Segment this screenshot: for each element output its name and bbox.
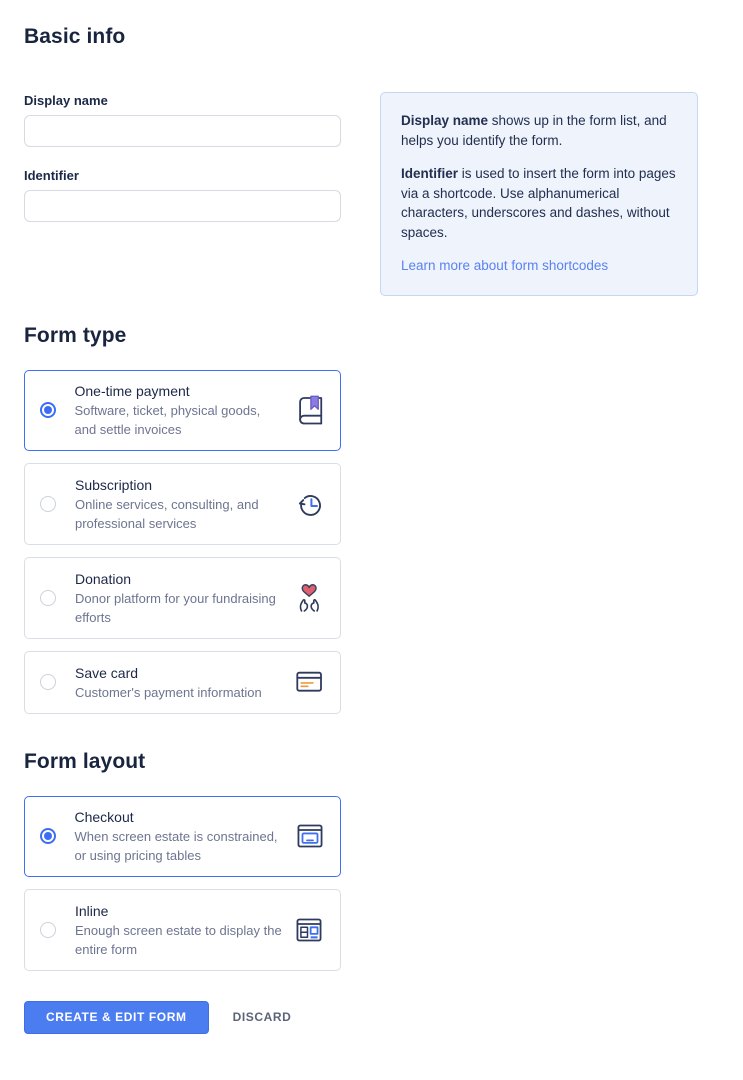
option-one-time-payment[interactable] — [24, 370, 341, 451]
option-title: Save card — [75, 664, 139, 681]
option-title: Inline — [75, 902, 109, 919]
inline-window-icon — [291, 912, 327, 948]
option-description: Customer's payment information — [75, 684, 262, 700]
option-text — [75, 381, 286, 439]
basic-info-section — [24, 93, 719, 296]
form-layout-section — [24, 750, 719, 971]
option-text — [75, 663, 285, 702]
shortcodes-link[interactable]: Learn more about form shortcodes — [401, 258, 609, 273]
hands-heart-icon — [291, 580, 327, 616]
option-description: Online services, consulting, and professional services — [75, 496, 259, 531]
option-title: Subscription — [75, 476, 153, 493]
option-description: When screen estate is constrained, or using pricing tables — [74, 829, 278, 863]
credit-card-icon — [291, 664, 327, 700]
option-title: Donation — [75, 570, 132, 587]
help-text-identifier: is used to insert the form into pages via a shortcode. Use alphanumerical characters, underscores and dashes, without spaces. — [401, 166, 676, 240]
option-description: Donor platform for your fundraising efforts — [75, 590, 276, 625]
form-type-heading: Form type — [24, 323, 127, 347]
form-layout-options — [24, 796, 341, 971]
radio-button[interactable] — [40, 402, 56, 418]
basic-info-heading: Basic info — [24, 25, 126, 48]
radio-button[interactable] — [40, 674, 56, 690]
help-text-display-name: shows up in the form list, and helps you identify the form. — [401, 113, 667, 148]
display-name-input[interactable] — [24, 115, 341, 147]
help-paragraph-display-name — [401, 111, 677, 150]
checkout-window-icon — [292, 818, 328, 854]
recurring-clock-icon — [291, 486, 327, 522]
form-type-options — [24, 370, 341, 714]
basic-info-fields — [24, 93, 341, 222]
help-bold-display-name: Display name — [401, 113, 489, 128]
display-name-field-group — [24, 93, 341, 147]
option-text — [75, 901, 285, 959]
option-title: One-time payment — [74, 383, 190, 399]
book-icon — [292, 392, 328, 428]
form-layout-heading: Form layout — [24, 749, 146, 773]
help-paragraph-identifier — [401, 164, 677, 242]
identifier-input[interactable] — [24, 190, 341, 222]
footer-actions — [24, 1001, 719, 1034]
identifier-field-group — [24, 168, 341, 222]
option-title: Checkout — [74, 809, 134, 825]
option-description: Software, ticket, physical goods, and settle invoices — [74, 403, 261, 437]
radio-button[interactable] — [40, 828, 56, 844]
discard-button[interactable]: DISCARD — [232, 1010, 292, 1024]
option-subscription[interactable] — [24, 463, 341, 545]
form-type-section — [24, 324, 719, 714]
radio-button[interactable] — [40, 590, 56, 606]
option-text — [75, 807, 286, 865]
option-donation[interactable] — [24, 557, 341, 639]
option-inline[interactable] — [24, 889, 341, 971]
help-bold-identifier: Identifier — [401, 166, 459, 181]
display-name-label: Display name — [24, 93, 108, 108]
option-save-card[interactable] — [24, 651, 341, 714]
option-text — [75, 475, 285, 533]
option-description: Enough screen estate to display the entire form — [75, 922, 282, 957]
radio-button[interactable] — [40, 922, 56, 938]
option-checkout[interactable] — [24, 796, 341, 877]
radio-button[interactable] — [40, 496, 56, 512]
option-text — [75, 569, 285, 627]
help-box — [380, 92, 698, 296]
identifier-label: Identifier — [24, 168, 79, 183]
create-edit-form-button[interactable]: CREATE & EDIT FORM — [24, 1001, 209, 1034]
